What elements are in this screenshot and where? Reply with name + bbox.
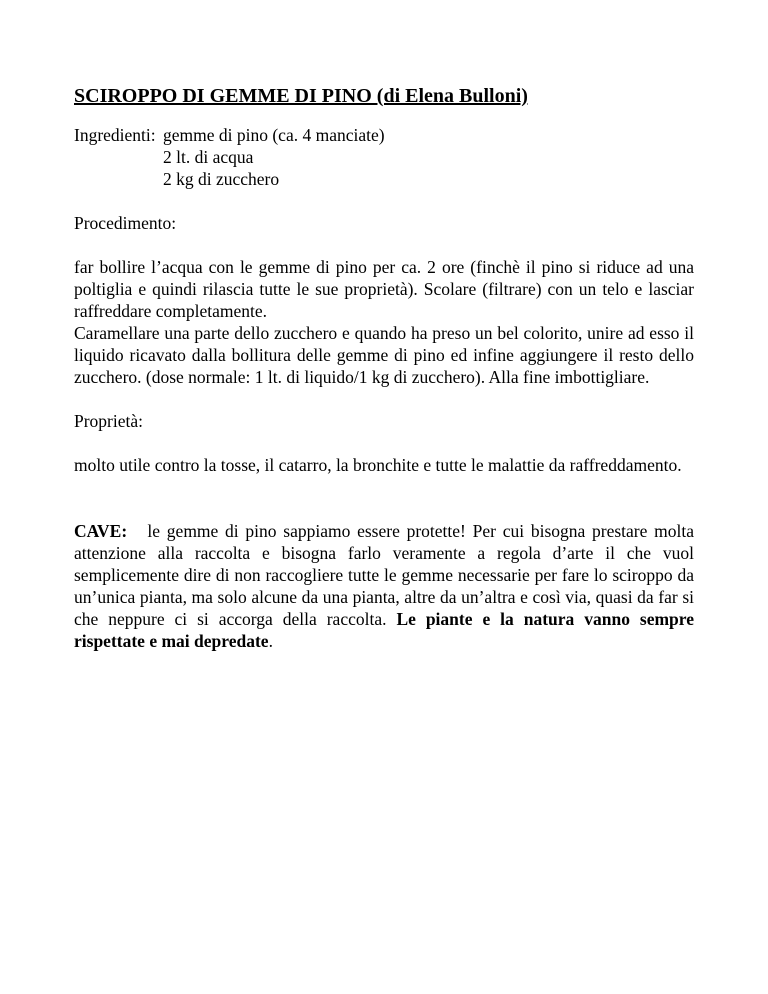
ingredients-list bbox=[163, 124, 385, 190]
ingredient-item: 2 kg di zucchero bbox=[163, 169, 280, 189]
procedure-paragraph: Caramellare una parte dello zucchero e quando ha preso un bel colorito, unire ad esso il liquido ricavato dalla bollitura delle gemme di pino ed infine aggiungere il resto dello zucchero. (dose normale: 1 lt. di liquido/1 kg di zucchero). Alla fine imbottigliare. bbox=[74, 323, 694, 387]
document-page bbox=[74, 84, 694, 652]
cave-paragraph bbox=[74, 520, 694, 652]
cave-text: le gemme di pino sappiamo essere protette! Per cui bisogna prestare molta attenzione alla raccolta e bisogna farlo veramente a regola d’arte il che vuol semplicemente dire di non raccogliere tutte le gemme necessarie per fare lo sciroppo da un’unica pianta, ma solo alcune da una pianta, altre da un’altra e così via, quasi da far si che neppure ci si accorga della raccolta. bbox=[74, 521, 694, 629]
procedure-heading: Procedimento: bbox=[74, 213, 177, 233]
ingredients-label: Ingredienti: bbox=[74, 125, 156, 145]
ingredients-section bbox=[74, 124, 694, 190]
properties-text: molto utile contro la tosse, il catarro, la bronchite e tutte le malattie da raffreddamento. bbox=[74, 455, 682, 475]
ingredient-item: 2 lt. di acqua bbox=[163, 147, 254, 167]
properties-heading: Proprietà: bbox=[74, 411, 144, 431]
cave-end: . bbox=[268, 631, 273, 651]
procedure-paragraph: far bollire l’acqua con le gemme di pino per ca. 2 ore (finchè il pino si riduce ad una poltiglia e quindi rilascia tutte le sue proprietà). Scolare (filtrare) con un telo e lasciar raffreddare completamente. bbox=[74, 257, 694, 321]
spacer bbox=[74, 476, 694, 498]
spacer bbox=[74, 498, 694, 520]
document-title: SCIROPPO DI GEMME DI PINO (di Elena Bulloni) bbox=[74, 85, 528, 107]
cave-emphasis: Le piante e la natura vanno sempre rispettate e mai depredate bbox=[74, 609, 695, 651]
ingredient-item: gemme di pino (ca. 4 manciate) bbox=[163, 125, 385, 145]
cave-label: CAVE: bbox=[74, 521, 128, 541]
